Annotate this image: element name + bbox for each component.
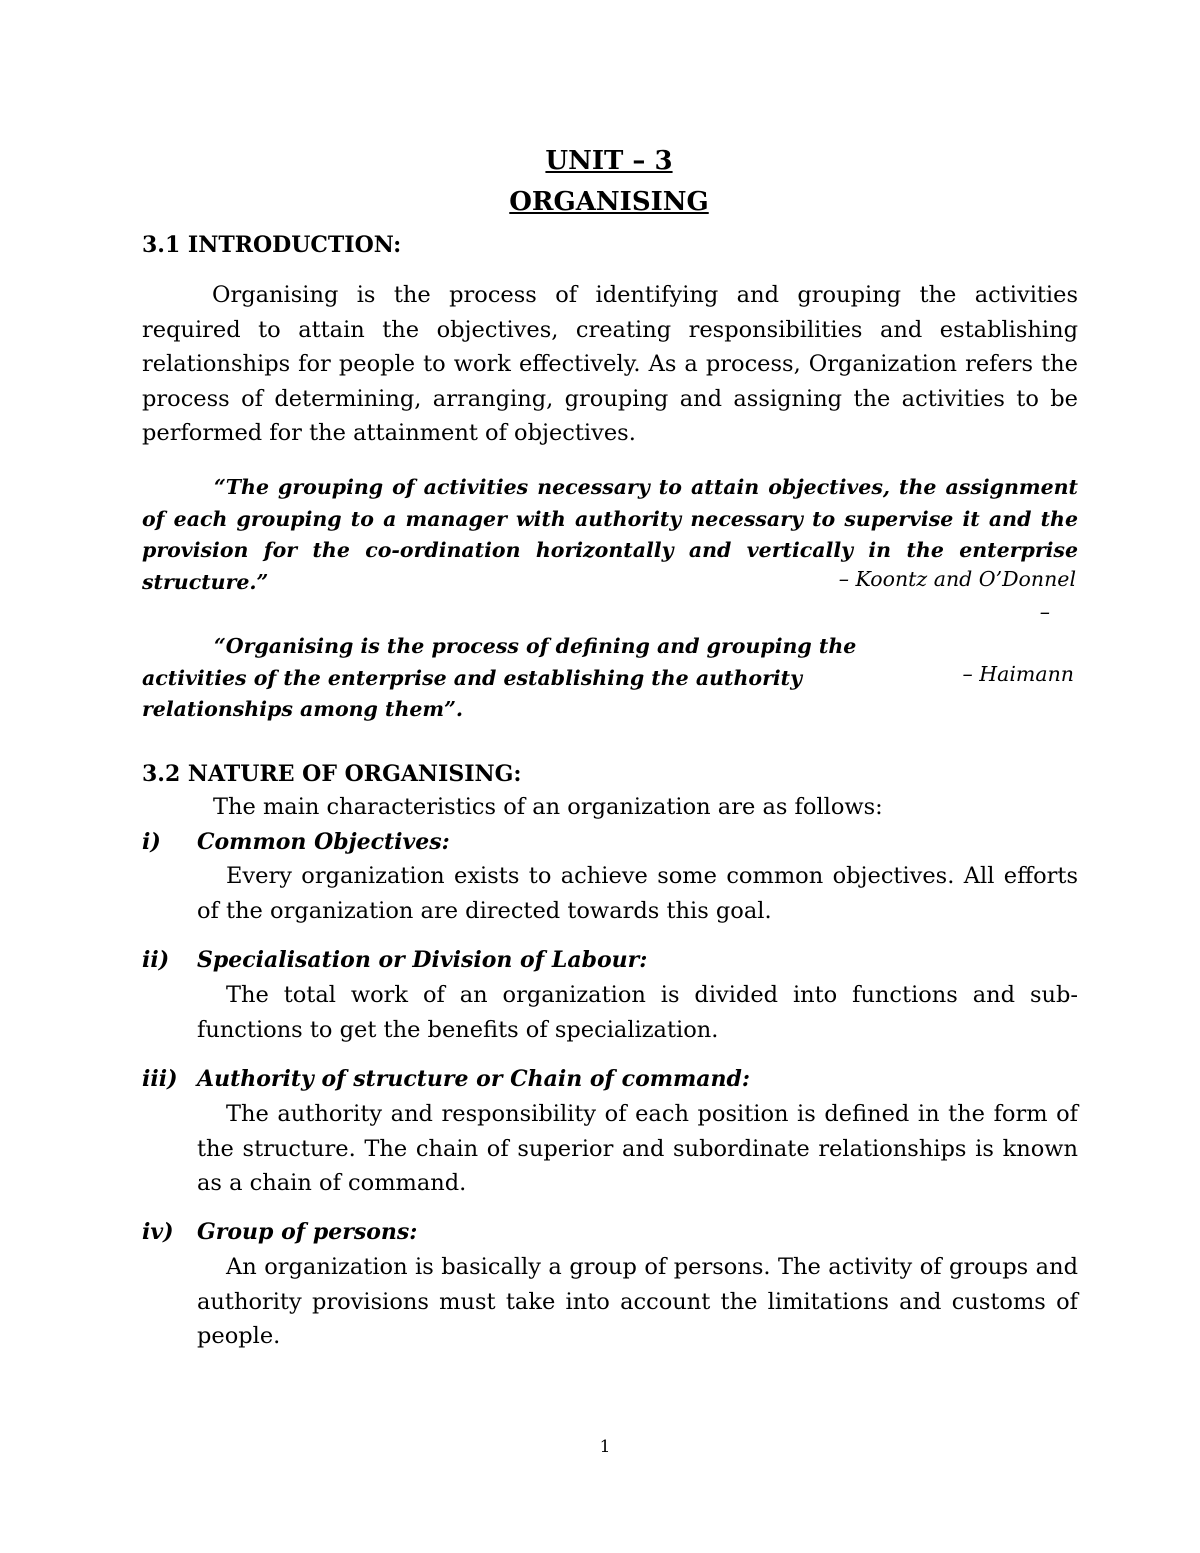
item-text — [197, 978, 1078, 1047]
item-text — [197, 1250, 1078, 1354]
item-title: Common Objectives: — [197, 829, 450, 855]
koontz-attribution: – Koontz and O’Donnel — [838, 567, 1076, 591]
introduction-text: Organising is the process of identifying and grouping the activities required to attain the objectives, creating responsibilities and establishing relationships for people to work effectively. As a process, Organization refers the process of determining, arranging, grouping and assigning the activities to be performed for the attainment of objectives. — [142, 282, 1078, 446]
haimann-attribution: – Haimann — [962, 662, 1074, 686]
stray-dash: – — [1039, 600, 1050, 624]
item-text — [197, 859, 1078, 928]
haimann-quote — [142, 631, 942, 726]
item-number: i) — [142, 829, 161, 855]
item-title: Group of persons: — [197, 1219, 418, 1245]
item-number: ii) — [142, 947, 170, 973]
chapter-title: ORGANISING — [509, 187, 709, 217]
haimann-quote-text: “Organising is the process of defining and grouping the activities of the enterprise and establishing the authority relationships among them”. — [142, 634, 857, 721]
nature-intro: The main characteristics of an organization are as follows: — [213, 794, 883, 820]
item-text-content: Every organization exists to achieve some common objectives. All efforts of the organization are directed towards this goal. — [197, 863, 1078, 924]
page-number: 1 — [599, 1437, 611, 1457]
item-text — [197, 1097, 1078, 1201]
item-title: Specialisation or Division of Labour: — [197, 947, 648, 973]
introduction-paragraph — [142, 278, 1078, 451]
section-heading-nature: 3.2 NATURE OF ORGANISING: — [142, 761, 522, 787]
unit-title: UNIT – 3 — [545, 146, 673, 176]
item-number: iii) — [142, 1066, 178, 1092]
item-number: iv) — [142, 1219, 174, 1245]
koontz-quote-text: “The grouping of activities necessary to attain objectives, the assignment of each grouping to a manager with authority necessary to supervise it and the provision for the co-ordination horizontally and vertically in the enterprise structure.” — [142, 475, 1078, 594]
item-text-content: The authority and responsibility of each position is defined in the form of the structure. The chain of superior and subordinate relationships is known as a chain of command. — [197, 1101, 1078, 1196]
item-text-content: An organization is basically a group of persons. The activity of groups and authority provisions must take into account the limitations and customs of people. — [197, 1254, 1078, 1349]
item-text-content: The total work of an organization is divided into functions and sub-functions to get the benefits of specialization. — [197, 982, 1078, 1043]
item-title: Authority of structure or Chain of command: — [197, 1066, 751, 1092]
section-heading-introduction: 3.1 INTRODUCTION: — [142, 232, 402, 258]
